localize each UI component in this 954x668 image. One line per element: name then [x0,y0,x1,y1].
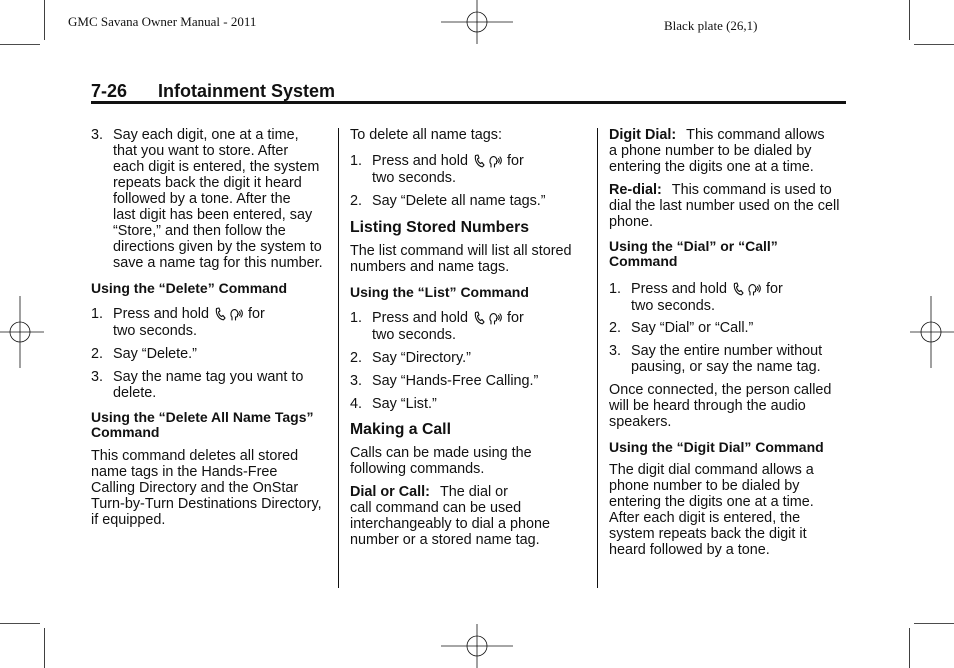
crop-mark-top-right [910,0,954,45]
definition-paragraph [609,127,825,175]
push-to-talk-icon [214,307,226,321]
text-line: that you want to store. After [113,143,289,159]
push-to-talk-icon [473,154,485,168]
step-text: Say “Delete all name tags.” [372,193,546,209]
step-text: Say “Directory.” [372,350,471,366]
step-number: 1. [350,153,363,169]
step-number: 4. [350,396,363,412]
voice-icon [230,307,243,321]
text-line: a phone number to be dialed by [609,143,812,159]
registration-mark-left [0,296,44,368]
subheading-line: Command [91,424,160,440]
manual-title: GMC Savana Owner Manual - 2011 [68,14,257,29]
text-line [91,346,197,362]
definition-paragraph [350,484,550,548]
text-line: two seconds. [113,323,197,339]
step-item [91,127,323,271]
step-item [609,343,822,375]
topic-heading-text: Making a Call [350,421,451,438]
text-line [350,484,550,500]
text-line: This command deletes all stored [91,448,299,464]
text-line: save a name tag for this number. [113,255,323,271]
topic-heading [350,219,529,237]
text-line: Calling Directory and the OnStar [91,480,299,496]
step-number: 3. [609,343,622,359]
paragraph [609,382,831,430]
step-item [609,281,783,314]
definition-term: Re-dial: [609,182,662,198]
paragraph [91,448,322,528]
push-to-talk-icon [473,311,485,325]
crop-mark-top-left [0,0,45,45]
step-item [350,153,524,186]
text-line: interchangeably to dial a phone [350,516,551,532]
voice-icon [489,311,502,325]
step-item [350,350,471,366]
step-text: Press and hold [372,153,468,169]
text-line: phone number to be dialed by [609,478,800,494]
registration-mark-right [910,296,954,368]
step-number: 2. [350,193,363,209]
step-text: for [507,310,524,326]
text-line [609,343,822,359]
crop-mark-bottom-left [0,624,45,668]
step-text: for [507,153,524,169]
text-line [350,193,546,209]
step-item [350,373,538,389]
voice-icon [748,282,761,296]
text-line: last digit has been entered, say [113,207,313,223]
text-line: delete. [113,385,157,401]
text-line: will be heard through the audio [609,398,806,414]
text-line: Calls can be made using the [350,445,532,461]
text-line: entering the digits one at a time. [609,159,814,175]
subheading-line: Using the “Delete” Command [91,280,288,296]
definition-paragraph [609,182,839,230]
text-line [609,320,753,336]
text-line: system repeats back the digit it [609,526,807,542]
text-line [609,182,839,198]
section-rule [91,101,846,104]
text-line [91,306,265,323]
text-line: following commands. [350,461,485,477]
step-number: 3. [91,369,104,385]
text-line: two seconds. [372,170,456,186]
step-text: Say “List.” [372,396,437,412]
step-number: 1. [350,310,363,326]
text-line: The list command will list all stored [350,243,572,259]
step-item [350,193,546,209]
step-text: Press and hold [631,281,727,297]
step-item [91,306,265,339]
text-line [350,350,471,366]
push-to-talk-icon [732,282,744,296]
paragraph [350,243,572,275]
step-item [91,346,197,362]
step-text: Say “Hands-Free Calling.” [372,373,539,389]
definition-text: This command is used to [671,182,832,198]
step-item [91,369,303,401]
step-text: Press and hold [372,310,468,326]
text-line: two seconds. [631,298,715,314]
subheading-line: Using the “Delete All Name Tags” [91,409,314,425]
text-line [91,127,323,143]
page-number: 7-26 [91,81,128,101]
registration-mark-top [441,0,513,44]
text-line [350,153,524,170]
step-number: 2. [350,350,363,366]
text-line: numbers and name tags. [350,259,510,275]
definition-text: The dial or [439,484,508,500]
subheading-line: Using the “List” Command [350,284,529,300]
step-number: 1. [91,306,104,322]
step-text: for [766,281,783,297]
paragraph [609,462,814,558]
text-line: followed by a tone. After the [113,191,291,207]
crop-mark-bottom-right [910,624,954,668]
step-number: 2. [609,320,622,336]
topic-heading-text: Listing Stored Numbers [350,219,530,236]
section-title: Infotainment System [158,81,336,101]
subheading [609,440,824,455]
text-line [350,373,538,389]
text-line: The digit dial command allows a [609,462,814,478]
text-line: To delete all name tags: [350,127,502,143]
text-line: two seconds. [372,327,456,343]
text-line: number or a stored name tag. [350,532,540,548]
text-line: pausing, or say the name tag. [631,359,821,375]
text-line: repeats back the digit it heard [113,175,302,191]
text-line: dial the last number used on the cell [609,198,840,214]
paragraph [350,445,532,477]
text-line: After each digit is entered, the [609,510,801,526]
step-text: Say “Dial” or “Call.” [631,320,754,336]
text-line: entering the digits one at a time. [609,494,814,510]
topic-heading [350,421,451,439]
step-text: Press and hold [113,306,209,322]
text-line: Once connected, the person called [609,382,832,398]
step-number: 1. [609,281,622,297]
text-line: phone. [609,214,654,230]
step-number: 2. [91,346,104,362]
step-text: Say “Delete.” [113,346,197,362]
step-text: Say each digit, one at a time, [113,127,299,143]
registration-mark-bottom [441,624,513,668]
step-number: 3. [350,373,363,389]
text-line: each digit is entered, the system [113,159,320,175]
step-item [609,320,753,336]
subheading [609,239,778,269]
step-number: 3. [91,127,104,143]
subheading [350,285,529,300]
step-text: for [248,306,265,322]
subheading-line: Using the “Digit Dial” Command [609,439,824,455]
definition-term: Dial or Call: [350,484,430,500]
text-line: Turn-by-Turn Destinations Directory, [91,496,322,512]
subheading [91,410,314,440]
paragraph [350,127,502,143]
step-text: Say the entire number without [631,343,823,359]
column-divider [597,128,598,588]
step-text: Say the name tag you want to [113,369,304,385]
text-line [350,396,437,412]
text-line: name tags in the Hands-Free [91,464,278,480]
text-line: if equipped. [91,512,166,528]
step-item [350,396,437,412]
step-item [350,310,524,343]
subheading [91,281,287,296]
plate-label: Black plate (26,1) [664,18,758,33]
definition-term: Digit Dial: [609,127,677,143]
subheading-line: Command [609,253,678,269]
text-line [91,369,303,385]
voice-icon [489,154,502,168]
text-line: speakers. [609,414,672,430]
text-line: directions given by the system to [113,239,322,255]
column-divider [338,128,339,588]
subheading-line: Using the “Dial” or “Call” [609,238,778,254]
text-line: heard followed by a tone. [609,542,770,558]
text-line [350,310,524,327]
text-line [609,127,825,143]
definition-text: This command allows [686,127,825,143]
text-line: “Store,” and then follow the [113,223,286,239]
text-line [609,281,783,298]
text-line: call command can be used [350,500,522,516]
